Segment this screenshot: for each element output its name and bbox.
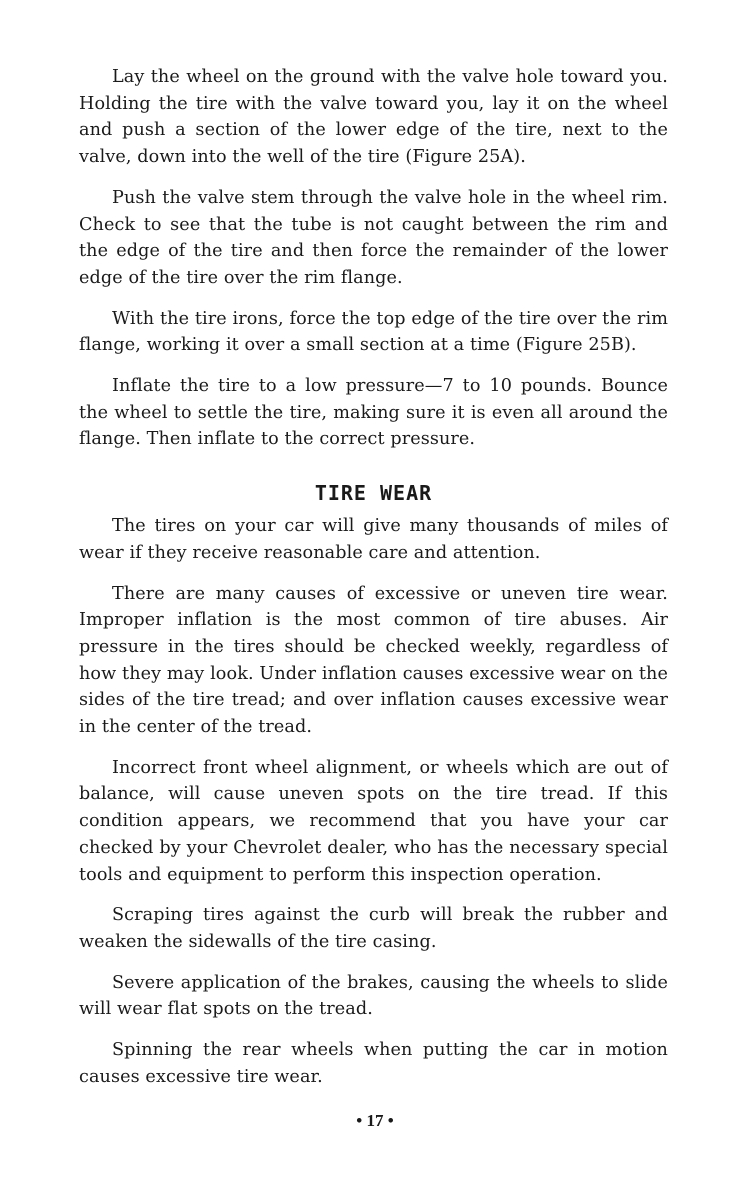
page-number: • 17 • (356, 1111, 394, 1130)
paragraph-inflate: Inflate the tire to a low pressure—7 to 10 pounds. Bounce the wheel to settle the tire, making sure it is even all around the flange. Then inflate to the correct pressure. (79, 376, 668, 450)
section-heading-tire-wear: TIRE WEAR (314, 481, 433, 506)
paragraph-spinning: Spinning the rear wheels when putting the car in motion causes excessive tire wear. (79, 1040, 668, 1087)
paragraph-brakes: Severe application of the brakes, causing the wheels to slide will wear flat spots on the tread. (79, 972, 668, 1020)
paragraph-curb: Scraping tires against the curb will break the rubber and weaken the sidewalls of the tire casing. (79, 905, 668, 952)
paragraph-valve-stem: Push the valve stem through the valve hole in the wheel rim. Check to see that the tube is not caught between the rim and the edge of the tire and then force the remainder of the lower edge of the tire over the rim flange. (79, 187, 668, 288)
page-body (79, 64, 668, 1105)
paragraph-alignment: Incorrect front wheel alignment, or wheels which are out of balance, will cause uneven spots on the tire tread. If this condition appears, we recommend that you have your car checked by your Chevrolet dealer, who has the necessary special tools and equipment to perform this inspection operation. (79, 757, 668, 885)
paragraph-inflation-causes: There are many causes of excessive or uneven tire wear. Improper inflation is the most common of tire abuses. Air pressure in the tires should be checked weekly, regardless of how they may look. Under inflation causes excessive wear on the sides of the tire tread; and over inflation causes excessive wear in the center of the tread. (79, 583, 668, 738)
paragraph-tire-care: The tires on your car will give many thousands of miles of wear if they receive reasonable care and attention. (79, 516, 668, 563)
paragraph-tire-irons: With the tire irons, force the top edge of the tire over the rim flange, working it over a small section at a time (Figure 25B). (79, 308, 668, 356)
paragraph-mount-tire: Lay the wheel on the ground with the valve hole toward you. Holding the tire with the valve toward you, lay it on the wheel and push a section of the lower edge of the tire, next to the valve, down into the well of the tire (Figure 25A). (79, 67, 668, 168)
